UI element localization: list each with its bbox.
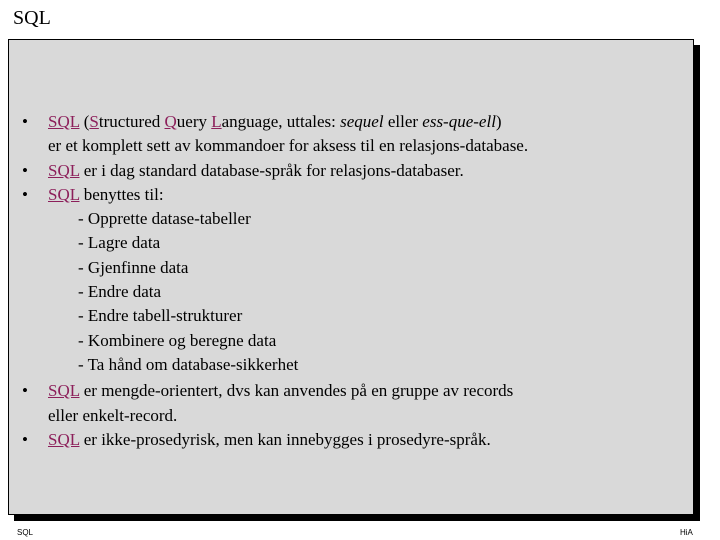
bullet-list (0, 110, 700, 452)
bullet-item-non-procedural (0, 428, 700, 452)
bullet-line-continuation: er et komplett sett av kommandoer for aksess til en relasjons-database. (48, 136, 529, 156)
text-segment: er i dag standard database-språk for relasjons-databaser. (79, 160, 464, 180)
bullet-marker: • (22, 429, 28, 449)
text-segment: er ikke-prosedyrisk, men kan innebygges i prosedyre-språk. (79, 429, 491, 449)
bullet-line (48, 110, 700, 134)
sql-keyword: SQL (48, 112, 80, 131)
text-segment: ) (495, 112, 502, 131)
bullet-line-continuation: eller enkelt-record. (48, 405, 178, 425)
bullet-marker: • (22, 381, 28, 401)
bullet-marker: • (22, 184, 28, 204)
sql-keyword: SQL (48, 429, 80, 449)
text-segment: benyttes til: (79, 184, 164, 204)
text-segment: anguage, uttales: (221, 112, 341, 131)
sql-keyword: SQL (48, 381, 80, 401)
acronym-letter-q: Q (164, 112, 177, 131)
slide-title: SQL (13, 7, 51, 29)
bullet-line (48, 428, 700, 452)
acronym-letter-l: L (211, 112, 222, 131)
bullet-item-standard (0, 159, 700, 183)
sub-item: - Endre tabell-strukturer (78, 306, 243, 326)
bullet-line (48, 159, 700, 183)
footer-left-label: SQL (17, 528, 34, 537)
bullet-item-set-oriented (0, 379, 700, 428)
text-segment: er mengde-orientert, dvs kan anvendes på en gruppe av records (79, 381, 514, 401)
text-segment: ( (79, 112, 90, 131)
pronunciation-1: sequel (340, 112, 384, 131)
bullet-marker: • (22, 112, 28, 131)
sub-item: - Opprette datase-tabeller (78, 209, 251, 229)
acronym-letter-s: S (89, 112, 99, 131)
bullet-marker: • (22, 160, 28, 180)
sql-keyword: SQL (48, 160, 80, 180)
text-segment: eller (383, 112, 423, 131)
sub-item: - Ta hånd om database-sikkerhet (78, 354, 299, 374)
bullet-item-uses (0, 183, 700, 207)
text-segment: uery (176, 112, 212, 131)
sub-item: - Gjenfinne data (78, 257, 189, 277)
bullet-line (48, 379, 700, 403)
text-segment: tructured (98, 112, 165, 131)
pronunciation-2: ess-que-ell (422, 112, 496, 131)
bullet-line (48, 183, 700, 207)
sub-item: - Kombinere og beregne data (78, 330, 277, 350)
bullet-item-definition (0, 110, 700, 159)
sql-keyword: SQL (48, 184, 80, 204)
footer-right-label: HiA (680, 528, 693, 537)
sub-item: - Endre data (78, 282, 162, 302)
sub-item: - Lagre data (78, 233, 161, 253)
